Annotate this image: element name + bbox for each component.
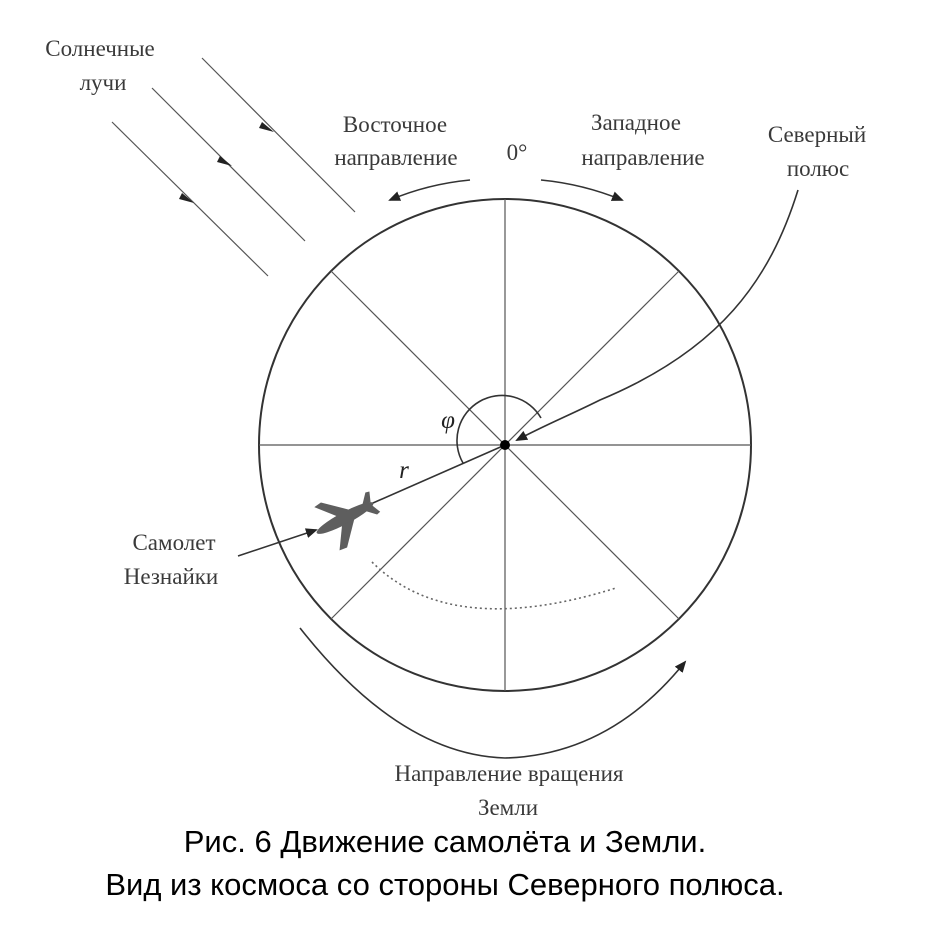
radius-label: r <box>399 457 409 484</box>
north-pole-label-line2: полюс <box>786 156 850 181</box>
sun-rays-label-line2: лучи <box>79 70 127 95</box>
plane-pointer <box>238 530 316 556</box>
east-direction-arrow <box>390 180 470 200</box>
sun-ray <box>202 58 355 212</box>
west-direction-arrow <box>541 180 622 200</box>
sun-rays-label-line1: Солнечные <box>45 36 155 61</box>
caption-line1: Рис. 6 Движение самолёта и Земли. <box>183 824 707 859</box>
phi-label: φ <box>441 407 455 434</box>
airplane-icon <box>305 480 388 557</box>
sun-ray-arrow <box>217 156 232 166</box>
plane-path-dotted <box>372 562 616 609</box>
east-direction-label-line2: направление <box>334 145 458 170</box>
caption-line2: Вид из космоса со стороны Северного полюса. <box>105 867 785 902</box>
zero-degree-label: 0° <box>506 140 528 165</box>
phi-angle-arc <box>457 395 541 463</box>
plane-label-line1: Самолет <box>132 530 216 555</box>
north-pole-dot <box>500 440 510 450</box>
sun-rays <box>112 58 355 276</box>
sun-ray <box>112 122 268 276</box>
plane-label-line2: Незнайки <box>123 564 219 589</box>
rotation-direction-arrow <box>300 628 685 758</box>
west-direction-label-line2: направление <box>581 145 705 170</box>
sun-ray-arrow <box>179 193 194 203</box>
rotation-direction-label-line2: Земли <box>477 795 539 820</box>
west-direction-label-line1: Западное <box>591 110 681 135</box>
north-pole-pointer <box>517 190 798 440</box>
north-pole-label-line1: Северный <box>767 122 867 147</box>
rotation-direction-label-line1: Направление вращения <box>394 761 624 786</box>
east-direction-label-line1: Восточное <box>342 112 448 137</box>
